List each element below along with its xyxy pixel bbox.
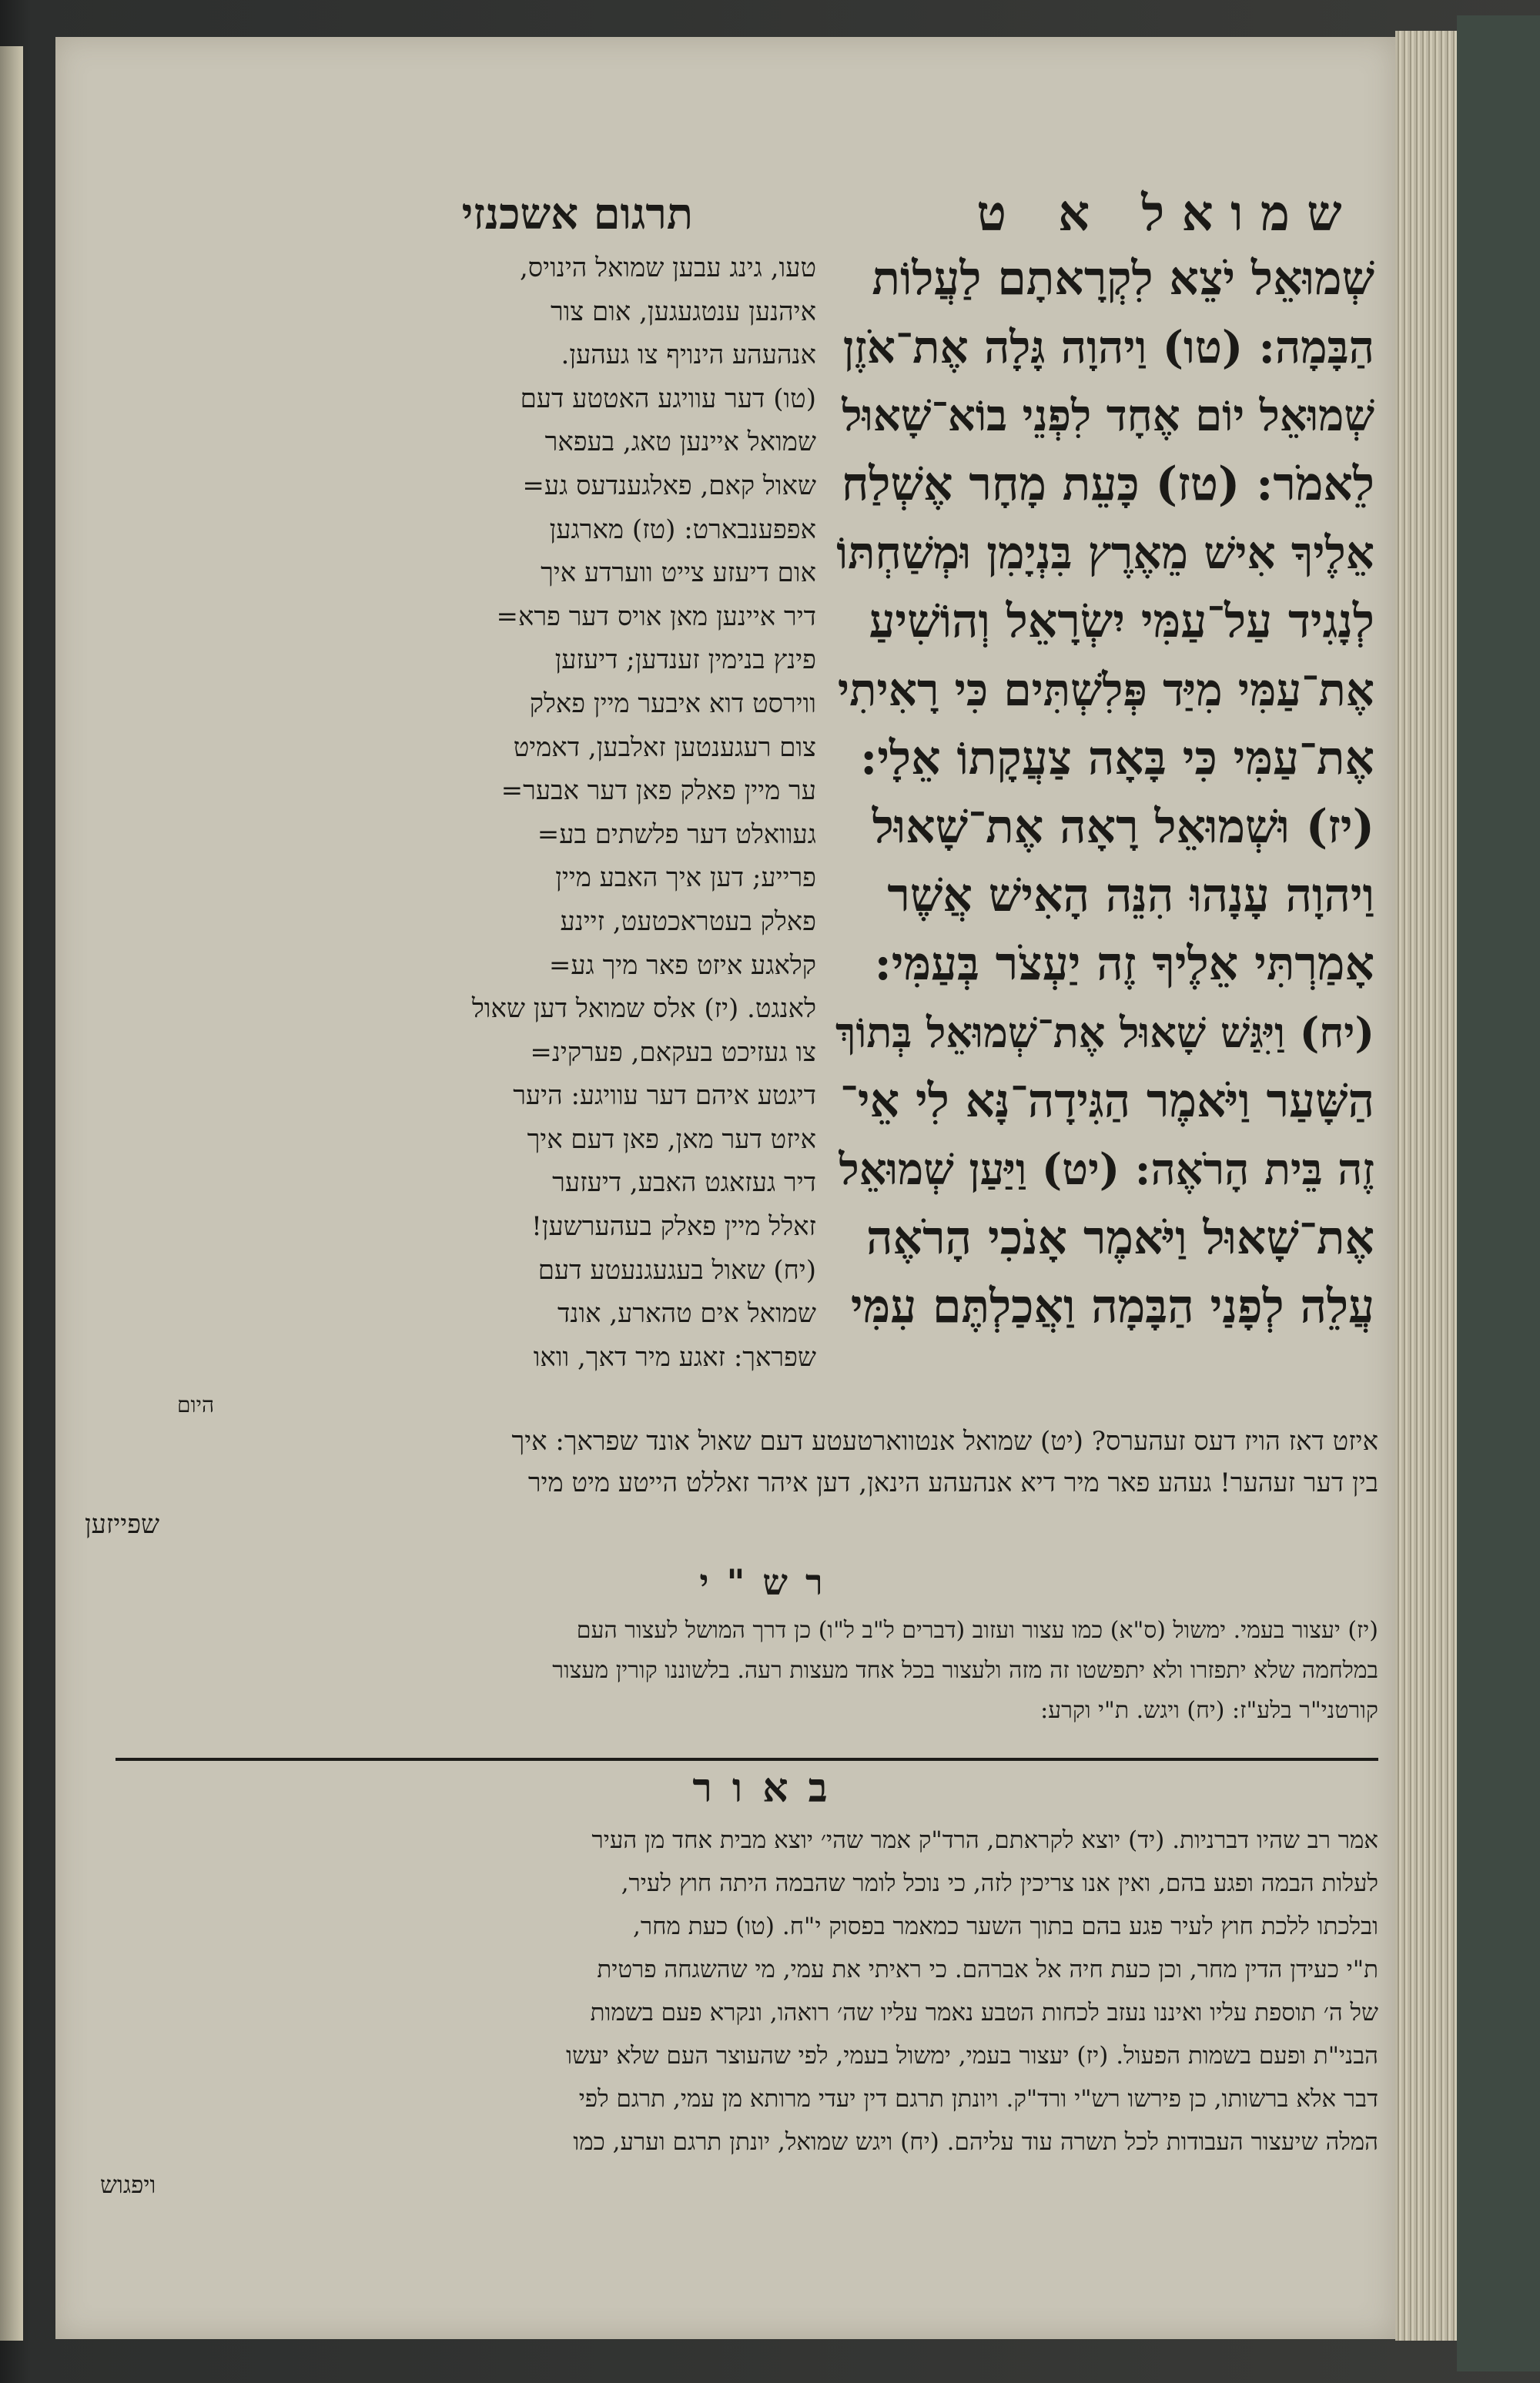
- main-text-line: הַשָּׁעַר וַיֹּאמֶר הַגִּידָה־נָּא לִי אֵי־: [839, 1074, 1374, 1128]
- running-title-book: שמואל א ט: [976, 185, 1359, 243]
- translation-line: אנהעהע הינויף צו געהען.: [561, 340, 816, 371]
- beur-commentary: [100, 1819, 1378, 2207]
- translation-line: טעו, גינג עבען שמואל הינויס,: [520, 253, 816, 283]
- beur-line: ת"י כעידן הדין מחר, וכן כעת חיה אל אברהם. כי ראיתי את עמי, מי שהשגחה פרטית: [597, 1956, 1378, 1983]
- translation-line: איהנען ענטגעגען, אום צור: [550, 296, 816, 327]
- book-cover: [1457, 15, 1540, 2371]
- translation-line: פינץ בנימין זענדען; דיעזען: [554, 644, 816, 676]
- main-text-line: אֶת־שָׁאוּל וַיֹּאמֶר אָנֹכִי הָרֹאֶה: [866, 1211, 1374, 1265]
- translation-line: ער מיין פאלק פאן דער אבער=: [500, 775, 816, 807]
- main-text-line: אֵלֶיךָ אִישׁ מֵאֶרֶץ בִּנְיָמִן וּמְשַׁחְתּוֹ: [836, 527, 1374, 579]
- translation-line: איזט דער מאן, פאן דעם איך: [527, 1123, 816, 1155]
- translation-text-block: [85, 246, 816, 1379]
- beur-line: של ה׳ תוספת עליו ואיננו נעזב לכחות הטבע נאמר עליו שה׳ רואהו, ונקרא פעם בשמות: [590, 1999, 1378, 2027]
- translation-line: (טו) דער עוויגע האטטע דעם: [520, 383, 816, 414]
- main-text-line: (יח) וַיִּגַּשׁ שָׁאוּל אֶת־שְׁמוּאֵל בְּתוֹךְ: [835, 1008, 1374, 1057]
- main-text-line: עֲלֵה לְפָנַי הַבָּמָה וַאֲכַלְתֶּם עִמִּי: [850, 1280, 1374, 1334]
- rashi-heading: רש"י: [699, 1561, 841, 1603]
- beur-line: המלה שיעצור העבודות לכל תשרה עוד עליהם. (יח) ויגש שמואל, יונתן תרגם וערע, כמו: [573, 2128, 1378, 2156]
- page-edges-stack: [1395, 31, 1457, 2341]
- main-text-line: (יז) וּשְׁמוּאֵל רָאָה אֶת־שָׁאוּל: [872, 800, 1374, 854]
- translation-line: צום רעגענטען זאלבען, דאמיט: [513, 731, 816, 763]
- translation-line: קלאגע איזט פאר מיך גע=: [548, 949, 816, 981]
- translation-line: לאנגט. (יז) אלס שמואל דען שאול: [471, 993, 816, 1025]
- translation-line: שפראך: זאגע מיר דאך, וואו: [533, 1341, 816, 1373]
- main-text-line: אָמַרְתִּי אֵלֶיךָ זֶה יַעְצֹר בְּעַמִּי:: [874, 937, 1374, 991]
- rashi-line: במלחמה שלא יתפזרו ולא יתפשטו זה מזה ולעצור בכל אחד מעצות רעה. בלשוננו קורין מעצור: [552, 1657, 1378, 1684]
- beur-line: לעלות הבמה ופגע בהם, ואין אנו צריכין לזה, כי נוכל לומר שהבמה היתה חוץ לעיר,: [621, 1869, 1378, 1897]
- translation-line: אום דיעזע צייט ווערדע איך: [541, 557, 816, 589]
- translation-full-line: בין דער זעהער! געהע פאר מיר דיא אנהעהע הינאן, דען איהר זאללט הייטע מיט מיר: [527, 1468, 1378, 1498]
- rashi-line: קורטני"ר בלע"ז: (יח) ויגש. ת"י וקרע:: [1040, 1697, 1378, 1724]
- translation-line: דיר איינען מאן אויס דער פרא=: [496, 601, 816, 632]
- main-text-line: וַיהוָה עָנָהוּ הִנֵּה הָאִישׁ אֲשֶׁר: [887, 869, 1374, 922]
- translation-full-line: איזט דאז הויז דעס זעהערס? (יט) שמואל אנטווארטעטע דעם שאול אונד שפראך: איך: [511, 1426, 1378, 1457]
- beur-line: הבני"ת ופעם בשמות הפעול. (יז) יעצור בעמי, ימשול בעמי, לפי שהעוצר העם שלא יעשו: [566, 2042, 1378, 2070]
- main-text-line: זֶה בֵּית הָרֹאֶה: (יט) וַיַּעַן שְׁמוּאֵל: [839, 1144, 1374, 1195]
- rashi-line: (יז) יעצור בעמי. ימשול (ס"א) כמו עצור ועזוב (דברים ל"ב ל"ו) כן דרך המושל לעצור העם: [576, 1617, 1378, 1644]
- translation-line: ווירסט דוא איבער מיין פאלק: [529, 688, 816, 719]
- translation-line: צו געזיכט בעקאם, פערקינ=: [530, 1036, 816, 1068]
- main-text-line: אֶת־עַמִּי מִיַּד פְּלִשְׁתִּים כִּי רָאִיתִי: [837, 664, 1374, 716]
- section-divider: [116, 1758, 1378, 1761]
- translation-line: דיגטע איהם דער עוויגע: היער: [513, 1080, 816, 1112]
- beur-line: אמר רב שהיו דברניות. (יד) יוצא לקראתם, הרד"ק אמר שהי׳ יוצא מבית אחד מן העיר: [591, 1826, 1378, 1854]
- beur-line: ובלכתו ללכת חוץ לעיר פגע בהם בתוך השער כמאמר בפסוק י"ח. (טו) כעת מחר,: [633, 1913, 1378, 1940]
- beur-line: דבר אלא ברשותו, כן פירשו רש"י ורד"ק. ויונתן תרגם דין יעדי מרותא מן עמי, תרגם לפי: [578, 2085, 1378, 2113]
- translation-line: שמואל אים טהארע, אונד: [557, 1298, 816, 1330]
- translation-line: שמואל איינען טאג, בעפאר: [544, 427, 816, 458]
- beur-catchword: ויפגוש: [100, 2171, 156, 2199]
- translation-line: געוואלט דער פלשתים בע=: [537, 818, 816, 850]
- main-text-line: שְׁמוּאֵל יֹצֵא לִקְרָאתָם לַעֲלוֹת: [872, 252, 1374, 306]
- rashi-commentary: [116, 1611, 1378, 1731]
- running-title-translation: תרגום אשכנזי: [461, 189, 693, 239]
- main-scripture-column: [835, 245, 1374, 1341]
- translation-full-line: שפייזען: [85, 1509, 160, 1540]
- main-text-line: לְנָגִיד עַל־עַמִּי יִשְׂרָאֵל וְהוֹשִׁיעַ: [869, 594, 1374, 648]
- main-text-line: אֶת־עַמִּי כִּי בָּאָה צַעֲקָתוֹ אֵלָי:: [860, 731, 1374, 785]
- beur-heading: באור: [692, 1765, 848, 1812]
- translation-line: זאלל מיין פאלק בעהערשען!: [531, 1211, 816, 1243]
- translation-line: אפפענבארט: (טז) מארגען: [549, 514, 816, 545]
- translation-full-width: [85, 1421, 1378, 1545]
- main-text-line: הַבָּמָה: (טו) וַיהוָה גָּלָה אֶת־אֹזֶן: [842, 321, 1374, 373]
- translation-line: שאול קאם, פאלגענדעס גע=: [522, 470, 816, 501]
- translation-line: פאלק בעטראכטעט, זיינע: [560, 905, 816, 937]
- left-page-edge: [0, 46, 23, 2341]
- translation-line: (יח) שאול בעגעגנעטע דעם: [537, 1254, 816, 1286]
- main-text-line: לֵאמֹר: (טז) כָּעֵת מָחָר אֶשְׁלַח: [841, 457, 1374, 511]
- translation-line: דיר געזאגט האבע, דיעזער: [552, 1167, 816, 1199]
- translation-line: פרייע; דען איך האבע מיין: [555, 862, 816, 894]
- translation-catchword: היום: [177, 1392, 215, 1417]
- main-text-line: שְׁמוּאֵל יוֹם אֶחָד לִפְנֵי בוֹא־שָׁאוּל: [842, 390, 1374, 441]
